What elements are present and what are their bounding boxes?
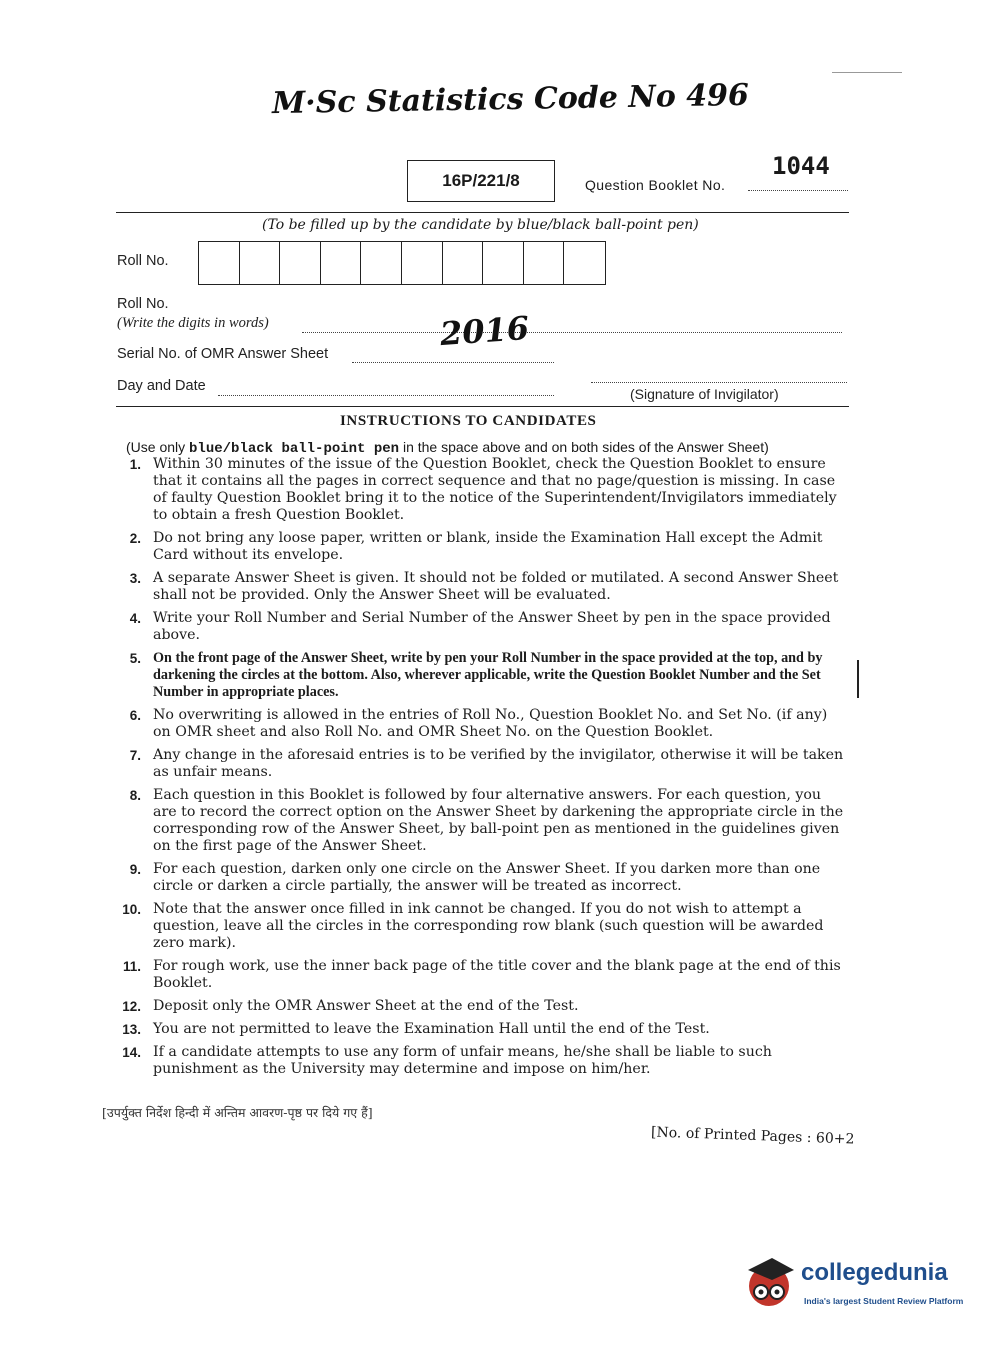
roll-no-cell[interactable] bbox=[402, 242, 443, 284]
item-text: Each question in this Booklet is followed by four alternative answers. For each question, you are to record the correct option on the Answer Sheet by darkening the appropriate circle in the corresponding row of the Answer Sheet, by ball-point pen as mentioned in the guidelines given on the first page of the Answer Sheet. bbox=[153, 787, 844, 854]
roll-no-grid[interactable] bbox=[198, 241, 606, 285]
roll-no-cell[interactable] bbox=[280, 242, 321, 284]
item-text: For each question, darken only one circle on the Answer Sheet. If you darken more than one circle or darken a circle partially, the answer will be treated as incorrect. bbox=[153, 861, 821, 894]
roll-no-cell[interactable] bbox=[199, 242, 240, 284]
item-number: 11. bbox=[122, 959, 141, 974]
item-number: 3. bbox=[129, 571, 141, 586]
list-item bbox=[105, 1044, 847, 1078]
list-item bbox=[105, 958, 847, 992]
roll-no-cell[interactable] bbox=[564, 242, 605, 284]
item-text: Deposit only the OMR Answer Sheet at the end of the Test. bbox=[153, 998, 579, 1014]
item-text: Within 30 minutes of the issue of the Question Booklet, check the Question Booklet to ensure that it contains all the pages in correct sequence and that no page/question is missing. In case of faulty Question Booklet bring it to the notice of the Superintendent/Invigilators immediately to obtain a fresh Question Booklet. bbox=[153, 456, 837, 523]
item-number: 9. bbox=[129, 862, 141, 877]
roll-no-cell[interactable] bbox=[483, 242, 524, 284]
item-number: 4. bbox=[129, 611, 141, 626]
item-number: 12. bbox=[122, 999, 141, 1014]
item-number: 1. bbox=[129, 457, 141, 472]
roll-no-cell[interactable] bbox=[443, 242, 484, 284]
hindi-note: [उपर्युक्त निर्देश हिन्दी में अन्तिम आवरण-पृष्ठ पर दिये गए हैं] bbox=[102, 1105, 373, 1120]
header-rule bbox=[116, 212, 849, 213]
paper-code-box bbox=[407, 160, 555, 202]
roll-no-cell[interactable] bbox=[240, 242, 281, 284]
instructions-heading: INSTRUCTIONS TO CANDIDATES bbox=[340, 413, 597, 429]
roll-no-words-field[interactable] bbox=[302, 322, 842, 333]
roll-no-cell[interactable] bbox=[361, 242, 402, 284]
item-number: 8. bbox=[129, 788, 141, 803]
day-date-field[interactable] bbox=[218, 385, 554, 396]
roll-no-words-handwriting: 2016 bbox=[438, 308, 531, 354]
item-text: Write your Roll Number and Serial Number of the Answer Sheet by pen in the space provided above. bbox=[153, 610, 831, 643]
paper-code: 16P/221/8 bbox=[442, 171, 520, 190]
item-text: Note that the answer once filled in ink cannot be changed. If you do not wish to attempt a question, leave all the circles in the corresponding row blank (such question will be awarded zero mark). bbox=[153, 901, 824, 951]
item-text: Do not bring any loose paper, written or blank, inside the Examination Hall except the Admit Card without its envelope. bbox=[153, 530, 823, 563]
omr-serial-field[interactable] bbox=[352, 352, 554, 363]
list-item bbox=[105, 901, 847, 952]
item-text: A separate Answer Sheet is given. It should not be folded or mutilated. A second Answer Sheet shall not be provided. Only the Answer Sheet will be evaluated. bbox=[153, 570, 839, 603]
fill-note: (To be filled up by the candidate by blue/black ball-point pen) bbox=[262, 217, 699, 233]
item-text: On the front page of the Answer Sheet, write by pen your Roll Number in the space provided at the top, and by darkening the circles at the bottom. Also, wherever applicable, write the Question Booklet Number and the Set Number in appropriate places. bbox=[153, 650, 823, 700]
item-text: You are not permitted to leave the Examination Hall until the end of the Test. bbox=[153, 1021, 710, 1037]
list-item bbox=[105, 787, 847, 855]
item-number: 6. bbox=[129, 708, 141, 723]
question-booklet-label: Question Booklet No. bbox=[585, 177, 726, 193]
intro-suffix: in the space above and on both sides of the Answer Sheet) bbox=[399, 439, 769, 455]
day-date-label: Day and Date bbox=[117, 378, 206, 394]
item-number: 2. bbox=[129, 531, 141, 546]
list-item bbox=[105, 1021, 847, 1038]
item-text: No overwriting is allowed in the entries of Roll No., Question Booklet No. and Set No. (if any) on OMR sheet and also Roll No. and OMR Sheet No. on the Question Booklet. bbox=[153, 707, 828, 740]
item-number: 5. bbox=[129, 651, 141, 666]
question-booklet-number: 1044 bbox=[772, 152, 830, 180]
list-item bbox=[105, 707, 847, 741]
watermark-brand: collegedunia bbox=[801, 1259, 948, 1286]
omr-serial-label: Serial No. of OMR Answer Sheet bbox=[117, 346, 329, 362]
intro-bold: blue/black ball-point pen bbox=[189, 441, 400, 457]
instructions-intro bbox=[126, 439, 769, 457]
question-booklet-dots bbox=[748, 180, 848, 191]
list-item bbox=[105, 861, 847, 895]
roll-no-words-label: Roll No. bbox=[117, 296, 169, 312]
item-text: For rough work, use the inner back page of the title cover and the blank page at the end of this Booklet. bbox=[153, 958, 841, 991]
list-item bbox=[105, 456, 847, 524]
item-text: If a candidate attempts to use any form of unfair means, he/she shall be liable to such punishment as the University may determine and impose on him/her. bbox=[153, 1044, 772, 1077]
instructions-rule bbox=[116, 406, 849, 407]
handwritten-header: M·Sc Statistics Code No 496 bbox=[271, 77, 750, 122]
list-item bbox=[105, 610, 847, 644]
printed-pages: [No. of Printed Pages : 60+2 bbox=[650, 1124, 855, 1148]
watermark-tagline: India's largest Student Review Platform bbox=[804, 1296, 964, 1306]
intro-prefix: (Use only bbox=[126, 439, 190, 455]
item-text: Any change in the aforesaid entries is to be verified by the invigilator, otherwise it will be taken as unfair means. bbox=[153, 747, 844, 780]
roll-no-cell[interactable] bbox=[524, 242, 565, 284]
signature-label: (Signature of Invigilator) bbox=[630, 386, 779, 402]
list-item bbox=[105, 650, 847, 701]
list-item bbox=[105, 747, 847, 781]
roll-no-cell[interactable] bbox=[321, 242, 362, 284]
instructions-list bbox=[105, 456, 847, 1084]
top-faint-line bbox=[832, 72, 902, 73]
item-number: 14. bbox=[122, 1045, 141, 1060]
margin-bar bbox=[857, 660, 859, 698]
list-item bbox=[105, 570, 847, 604]
list-item bbox=[105, 998, 847, 1015]
item-number: 13. bbox=[122, 1022, 141, 1037]
list-item bbox=[105, 530, 847, 564]
item-number: 7. bbox=[129, 748, 141, 763]
roll-no-words-sub: (Write the digits in words) bbox=[117, 315, 269, 331]
roll-no-label: Roll No. bbox=[117, 253, 169, 269]
signature-field[interactable] bbox=[591, 372, 847, 383]
item-number: 10. bbox=[122, 902, 141, 917]
